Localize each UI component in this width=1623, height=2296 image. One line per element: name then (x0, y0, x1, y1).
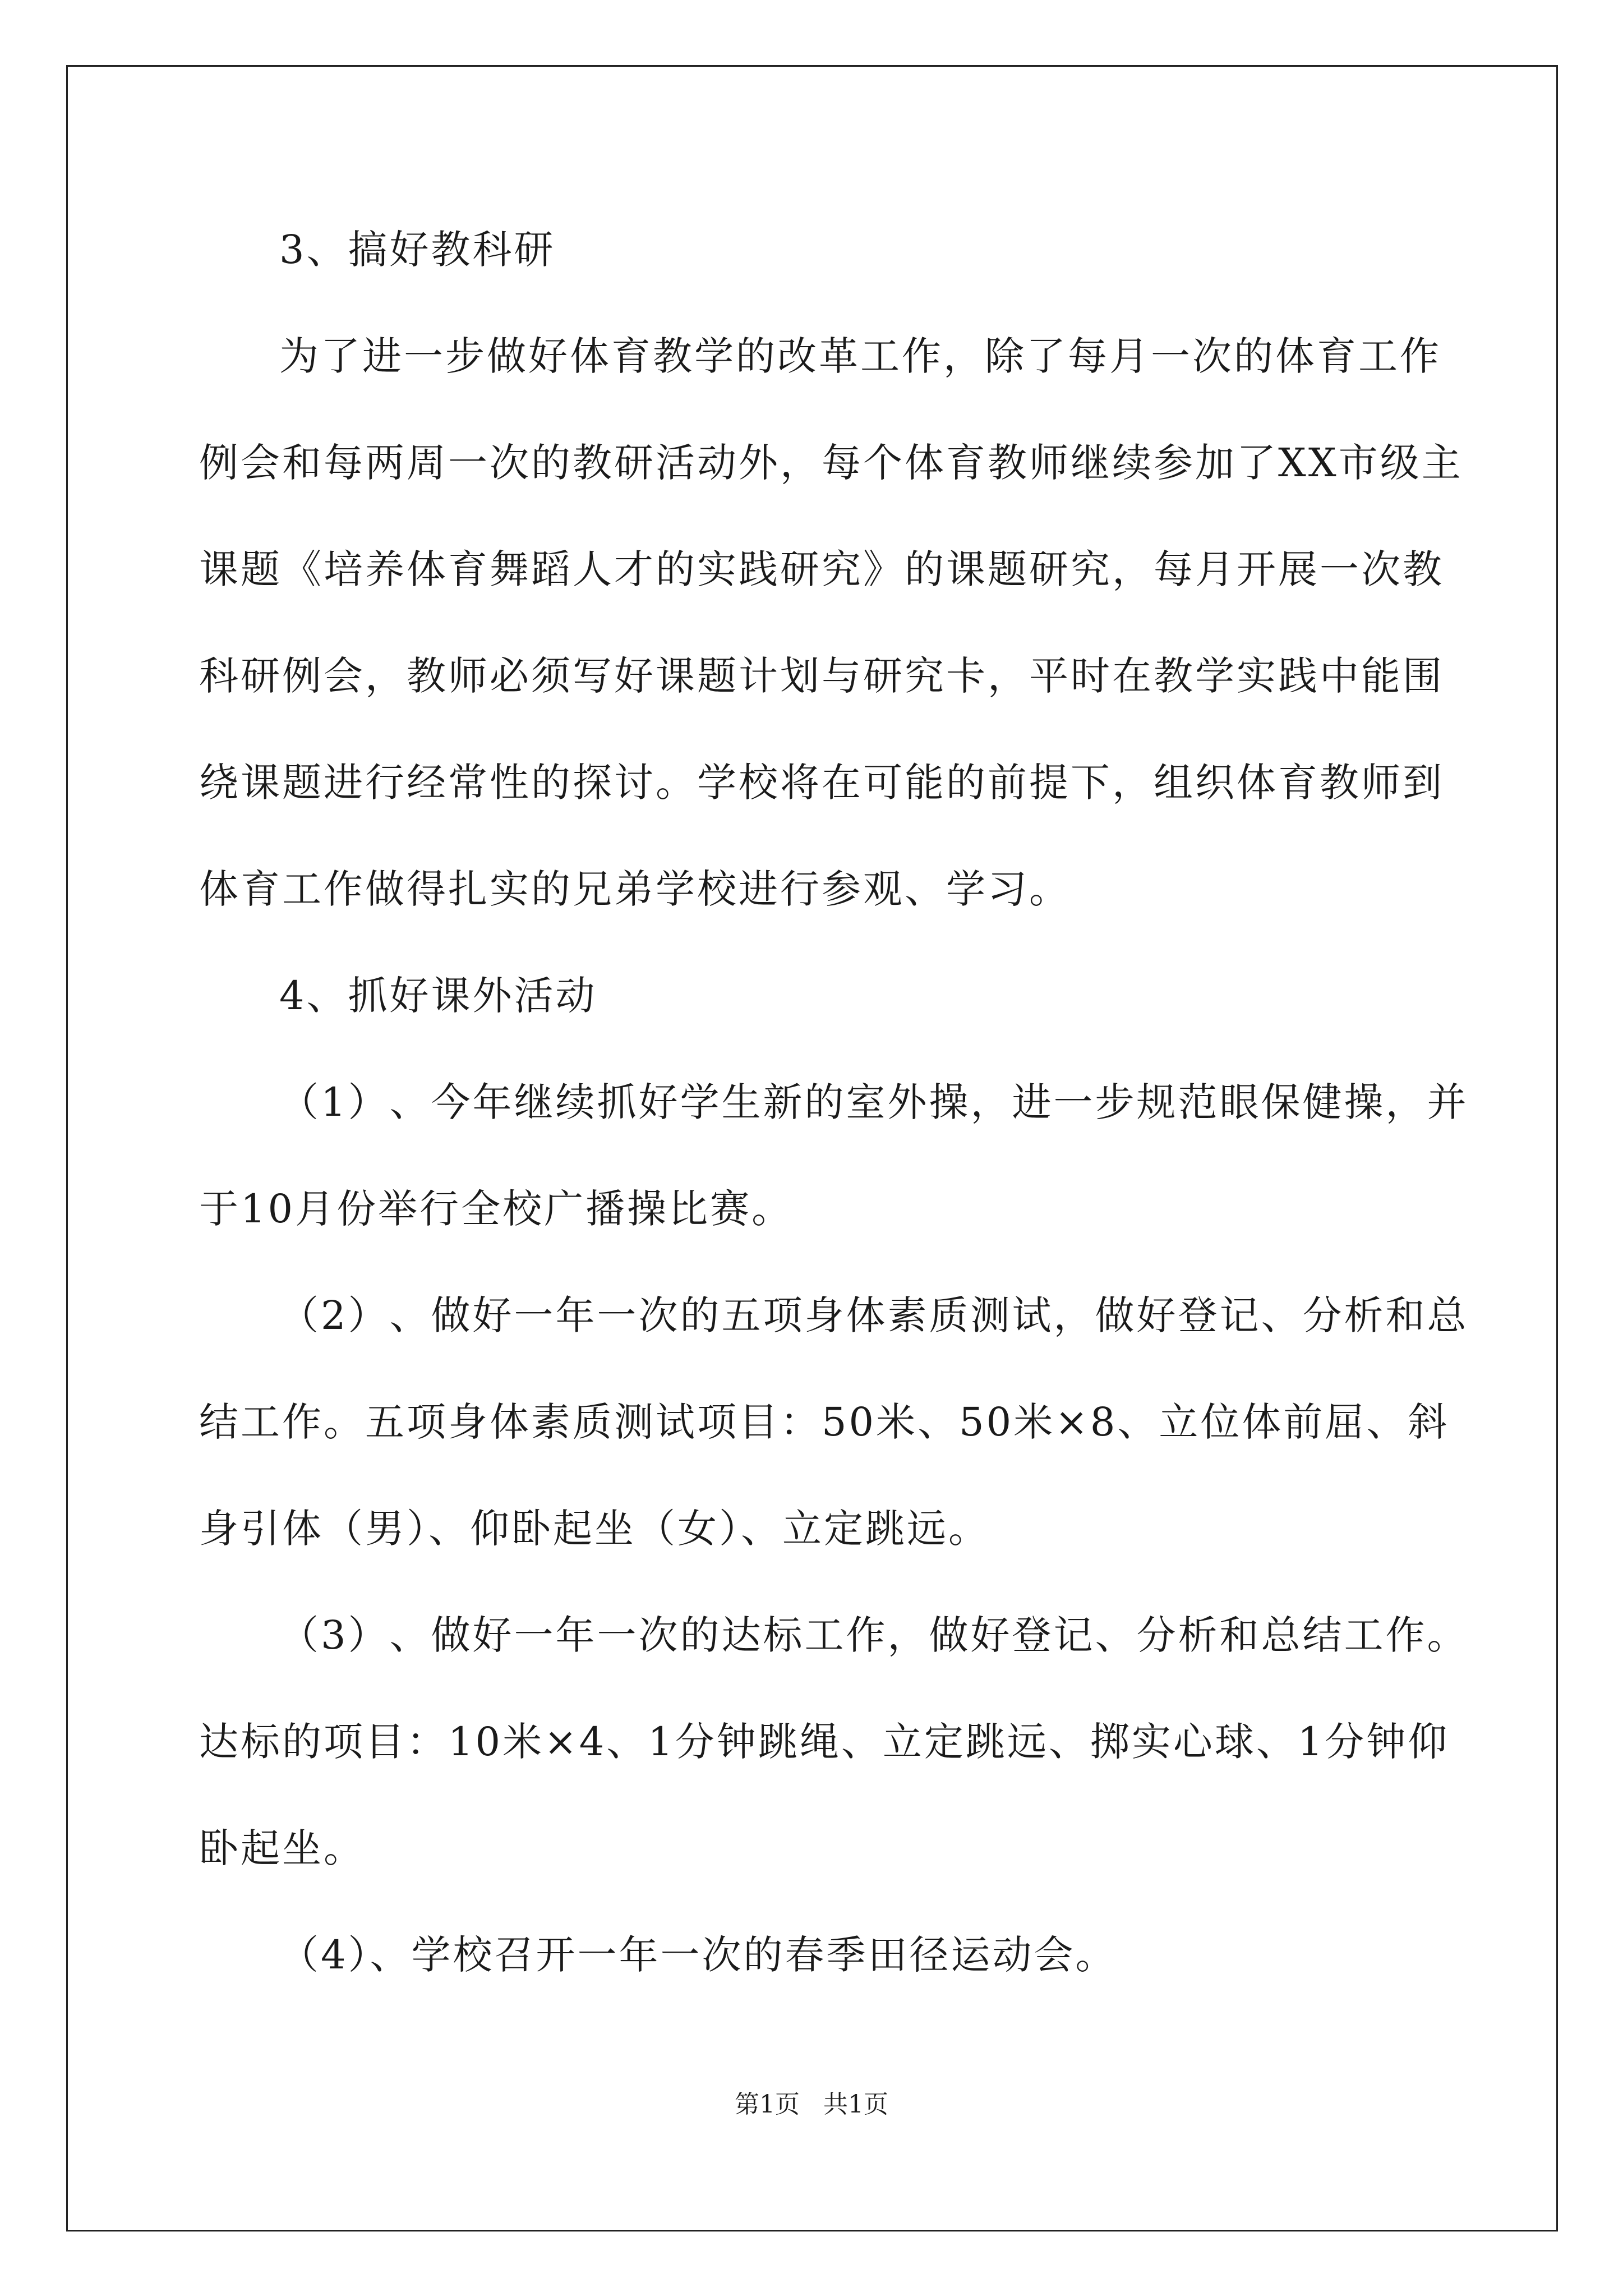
list-item-line: 身引体（男）、仰卧起坐（女）、立定跳远。 (199, 1506, 990, 1552)
list-item-line: 卧起坐。 (199, 1825, 365, 1871)
paragraph-line: 为 了 进 一 步 做 好 体 育 教 学 的 改 革 工 作 ， 除 了 每 月 一 次 的 体 育 工 作 (279, 333, 1441, 379)
list-item-line: （ 3 ） 、 做 好 一 年 一 次 的 达 标 工 作 ， 做 好 登 记 、 分 析 和 总 结 工 作 。 (279, 1612, 1469, 1658)
list-item-line: 达 标 的 项 目 ： 1 0 米 × 4 、 1 分 钟 跳 绳 、 立 定 跳 远 、 掷 实 心 球 、 1 分 钟 仰 (199, 1719, 1450, 1765)
section-heading-4: 4、抓好课外活动 (279, 973, 597, 1019)
list-item-line: 于10月份举行全校广播操比赛。 (199, 1186, 794, 1232)
paragraph-line: 例 会 和 每 两 周 一 次 的 教 研 活 动 外 ， 每 个 体 育 教 师 继 续 参 加 了 X X 市 级 主 (199, 440, 1463, 486)
list-item-line: （ 2 ） 、 做 好 一 年 一 次 的 五 项 身 体 素 质 测 试 ， 做 好 登 记 、 分 析 和 总 (279, 1292, 1469, 1338)
page-border (66, 65, 1558, 2231)
list-item-line: （4）、学校召开一年一次的春季田径运动会。 (279, 1932, 1117, 1978)
page-number-footer: 第1页 共1页 (735, 2090, 888, 2119)
paragraph-line: 体育工作做得扎实的兄弟学校进行参观、学习。 (199, 866, 1071, 912)
list-item-line: 结 工 作 。 五 项 身 体 素 质 测 试 项 目 ： 5 0 米 、 5 0 米 × 8 、 立 位 体 前 屈 、 斜 (199, 1399, 1450, 1445)
section-heading-3: 3、搞好教科研 (279, 227, 556, 273)
paragraph-line: 课 题 《 培 养 体 育 舞 蹈 人 才 的 实 践 研 究 》 的 课 题 研 究 ， 每 月 开 展 一 次 教 (199, 546, 1444, 592)
list-item-line: （ 1 ） 、 今 年 继 续 抓 好 学 生 新 的 室 外 操 ， 进 一 步 规 范 眼 保 健 操 ， 并 (279, 1079, 1469, 1125)
paragraph-line: 绕 课 题 进 行 经 常 性 的 探 讨 。 学 校 将 在 可 能 的 前 提 下 ， 组 织 体 育 教 师 到 (199, 760, 1444, 806)
paragraph-line: 科 研 例 会 ， 教 师 必 须 写 好 课 题 计 划 与 研 究 卡 ， 平 时 在 教 学 实 践 中 能 围 (199, 653, 1444, 699)
